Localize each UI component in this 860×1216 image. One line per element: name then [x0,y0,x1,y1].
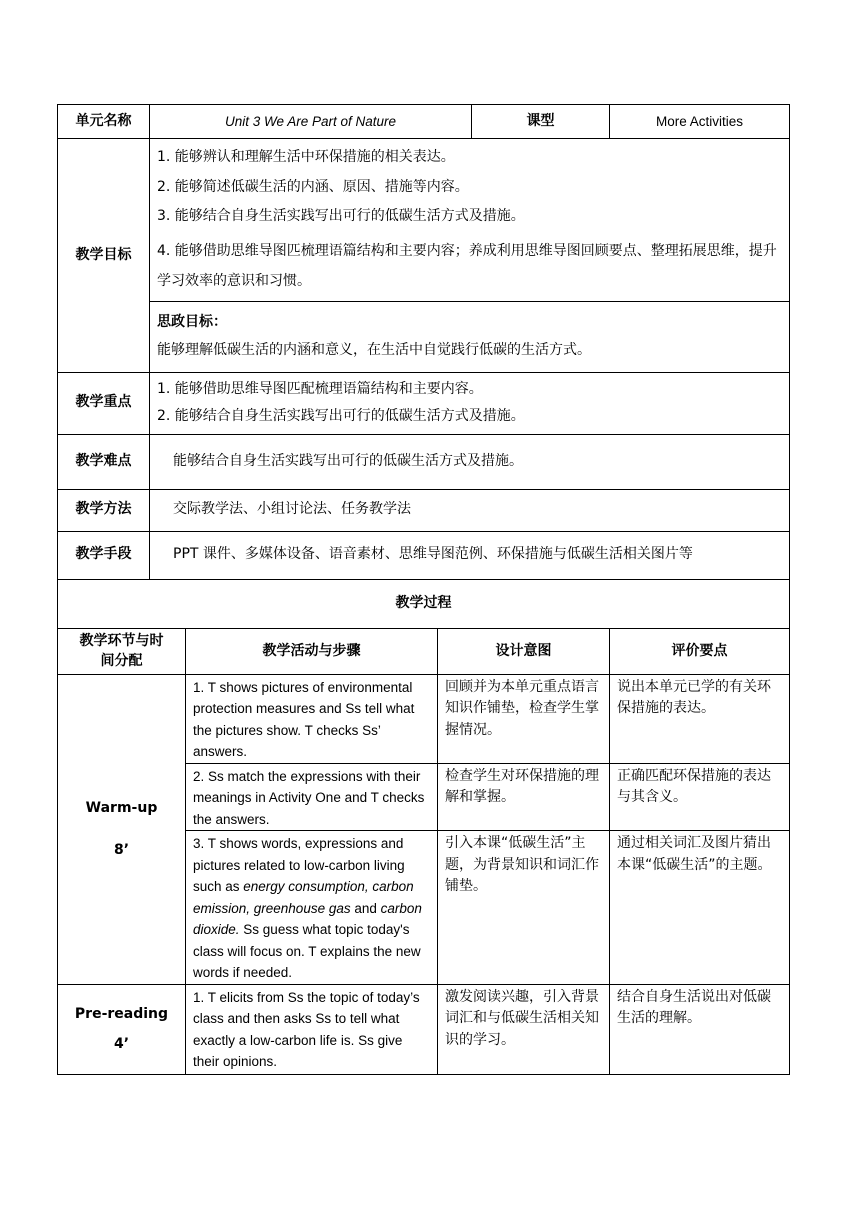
intent-cell: 激发阅读兴趣，引入背景词汇和与低碳生活相关知识的学习。 [438,984,610,1074]
lesson-plan-table [57,104,790,1075]
means-row [58,531,790,579]
stage-prereading [58,984,186,1074]
ideology-text: 能够理解低碳生活的内涵和意义，在生活中自觉践行低碳的生活方式。 [157,341,591,358]
process-title: 教学过程 [58,579,790,628]
intent-cell: 检查学生对环保措施的理解和掌握。 [438,763,610,831]
objectives-label: 教学目标 [58,139,150,373]
activity-cell [186,831,438,985]
means-text: PPT 课件、多媒体设备、语音素材、思维导图范例、环保措施与低碳生活相关图片等 [150,531,790,579]
intent-cell: 引入本课“低碳生活”主题，为背景知识和词汇作铺垫。 [438,831,610,985]
column-activities: 教学活动与步骤 [186,628,438,674]
unit-name: Unit 3 We Are Part of Nature [150,105,472,139]
stage-name: Pre-reading [74,1006,169,1022]
stage-warmup [58,674,186,984]
activity-text-italic: energy consumption, carbon emission, greenhouse gas [193,879,414,916]
means-label: 教学手段 [58,531,150,579]
activity-text: and [350,900,381,916]
column-stage [58,628,186,674]
process-header-row [58,628,790,674]
process-title-row [58,579,790,628]
column-intent: 设计意图 [438,628,610,674]
methods-text: 交际教学法、小组讨论法、任务教学法 [150,489,790,531]
activity-cell: 2. Ss match the expressions with their meanings in Activity One and T checks the answers. [186,763,438,831]
column-evaluation: 评价要点 [610,628,790,674]
ideology-title: 思政目标： [157,314,227,330]
table-row [58,984,790,1074]
activity-text: Ss guess what topic today's class will focus on. T explains the new words if needed. [193,922,421,980]
evaluation-cell: 通过相关词汇及图片猜出本课“低碳生活”的主题。 [610,831,790,985]
stage-time: 4’ [113,1036,130,1052]
objectives-row [58,139,790,302]
objective-item: 2. 能够简述低碳生活的内涵、原因、措施等内容。 [157,178,469,195]
objectives-list [150,139,790,302]
methods-row [58,489,790,531]
methods-label: 教学方法 [58,489,150,531]
difficulty-label: 教学难点 [58,434,150,489]
unit-label: 单元名称 [58,105,150,139]
difficulty-row [58,434,790,489]
key-point-item: 1. 能够借助思维导图匹配梳理语篇结构和主要内容。 [157,380,483,397]
ideology-row [58,301,790,372]
activity-text: 3. T shows words, expressions and pictures related to low-carbon living such as [193,836,405,894]
activity-cell: 1. T elicits from Ss the topic of today’s class and then asks Ss to tell what exactly a low-carbon life is. Ss give their opinions. [186,984,438,1074]
evaluation-cell: 结合自身生活说出对低碳生活的理解。 [610,984,790,1074]
difficulty-text: 能够结合自身生活实践写出可行的低碳生活方式及措施。 [150,434,790,489]
lesson-plan [57,104,789,1075]
objective-item: 4. 能够借助思维导图匹梳理语篇结构和主要内容；养成利用思维导图回顾要点、整理拓展思维，提升学习效率的意识和习惯。 [157,242,777,289]
table-row [58,674,790,763]
evaluation-cell: 正确匹配环保措施的表达与其含义。 [610,763,790,831]
stage-name: Warm-up [85,800,158,816]
stage-time: 8’ [113,842,130,858]
objective-item: 3. 能够结合自身生活实践写出可行的低碳生活方式及措施。 [157,208,525,224]
ideology-cell [150,301,790,372]
key-points-row [58,372,790,434]
type-value: More Activities [610,105,790,139]
intent-cell: 回顾并为本单元重点语言知识作铺垫，检查学生掌握情况。 [438,674,610,763]
header-row [58,105,790,139]
activity-text-italic: carbon dioxide. [193,900,422,937]
type-label: 课型 [472,105,610,139]
activity-cell: 1. T shows pictures of environmental protection measures and Ss tell what the pictures show. T checks Ss’ answers. [186,674,438,763]
key-point-item: 2. 能够结合自身生活实践写出可行的低碳生活方式及措施。 [157,408,525,424]
objective-item: 1. 能够辨认和理解生活中环保措施的相关表达。 [157,149,455,165]
evaluation-cell: 说出本单元已学的有关环保措施的表达。 [610,674,790,763]
key-points-label: 教学重点 [58,372,150,434]
column-stage-label: 教学环节与时间分配 [79,633,164,669]
key-points-list [150,372,790,434]
